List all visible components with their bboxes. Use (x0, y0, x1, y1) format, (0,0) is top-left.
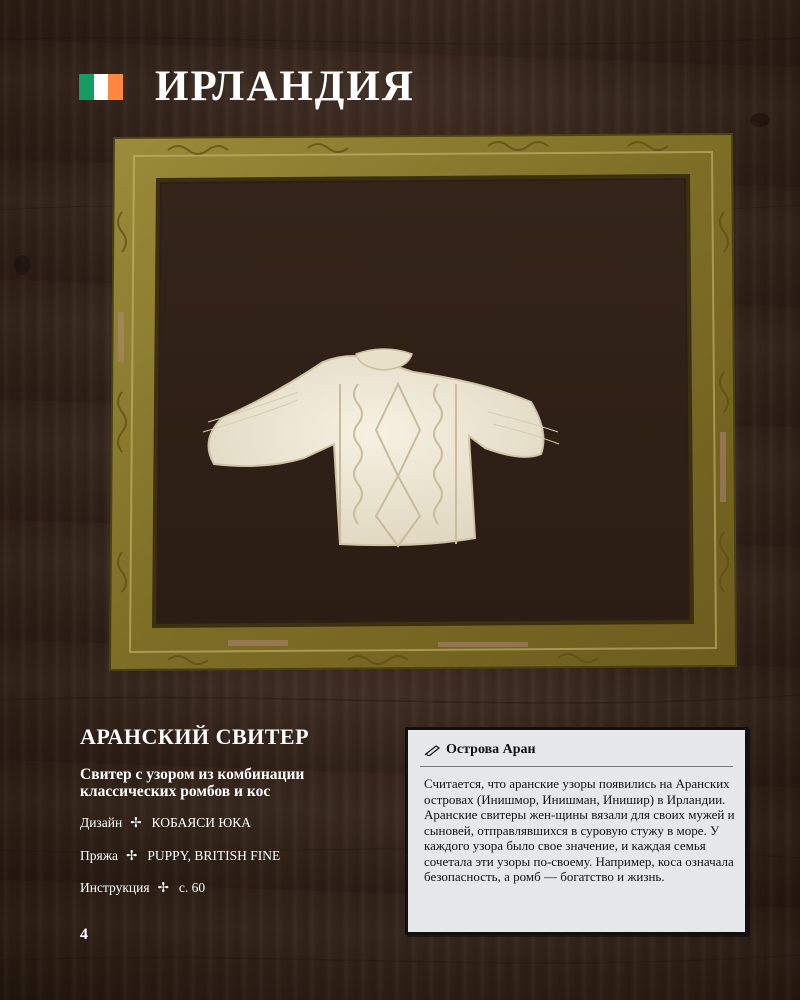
detail-row-design (80, 815, 251, 831)
pencil-icon (424, 744, 442, 756)
flag-green-stripe (79, 74, 94, 100)
ornament-star-icon: ✢ (126, 848, 138, 863)
detail-label: Инструкция (80, 880, 150, 895)
note-text: Считается, что аранские узоры появились на Аранских островах (Инишмор, Инишман, Инишир) в Ирландии. Аранские свитеры жен-щины вязали для своих мужей и сыновей, отправлявшихся в суровую стужу в море. У каждого узора было свое значение, и каждая семья сочетала эти узоры по-своему. Например, коса означала безопасность, а ромб — богатство и жизнь. (424, 776, 735, 884)
detail-label: Пряжа (80, 848, 119, 863)
framed-sweater-photo (108, 132, 738, 672)
ireland-flag-icon (79, 74, 123, 100)
note-header (424, 742, 536, 758)
note-title: Острова Аран (446, 742, 536, 757)
detail-label: Дизайн (80, 815, 123, 830)
article-heading: АРАНСКИЙ СВИТЕР (80, 724, 310, 749)
detail-value: PUPPY, BRITISH FINE (147, 848, 281, 863)
article-subtitle: Свитер с узором из комбинации классических ромбов и кос (80, 766, 305, 800)
detail-row-instructions (80, 880, 205, 896)
page-title: ИРЛАНДИЯ (155, 63, 415, 110)
detail-value: с. 60 (178, 880, 206, 895)
detail-value: КОБАЯСИ ЮКА (151, 815, 252, 830)
ornament-star-icon: ✢ (157, 880, 169, 895)
page-number: 4 (80, 926, 88, 943)
ornament-star-icon: ✢ (130, 815, 142, 830)
flag-orange-stripe (108, 74, 123, 100)
note-divider (420, 766, 733, 767)
sidebar-note-box (405, 727, 748, 935)
detail-row-yarn (80, 848, 280, 864)
flag-white-stripe (94, 74, 109, 100)
